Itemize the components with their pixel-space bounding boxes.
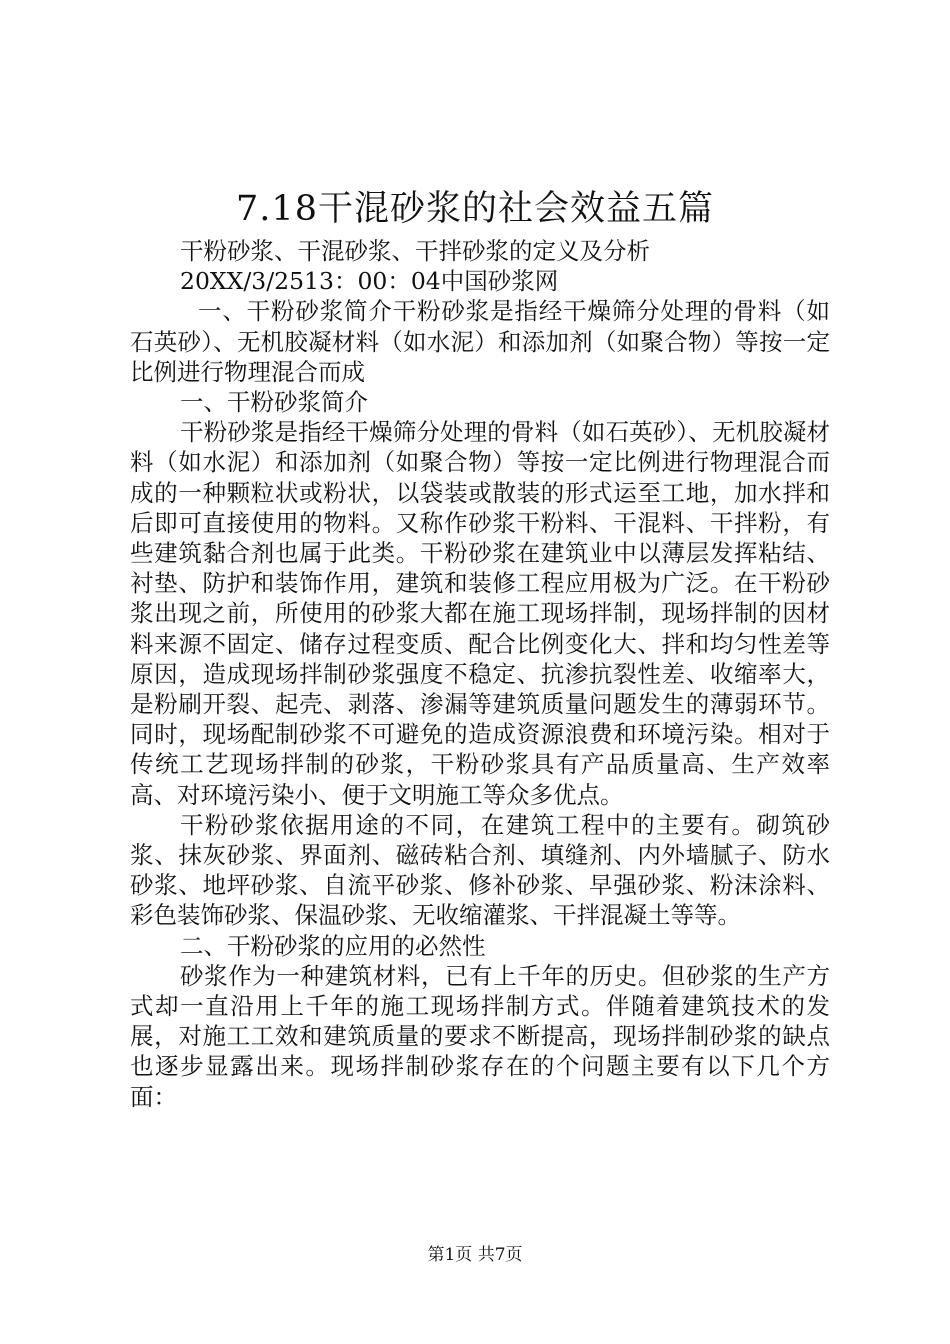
section-heading-1: 一、干粉砂浆简介: [180, 388, 368, 417]
page-number-footer: 第1页 共7页: [427, 1245, 523, 1265]
paragraph-3: 砂浆作为一种建筑材料，已有上千年的历史。但砂浆的生产方式却一直沿用上千年的施工现场拌制方式。伴随着建筑技术的发展，对施工工效和建筑质量的要求不断提高，现场拌制砂浆的缺点也逐步显露出来。现场拌制砂浆存在的个问题主要有以下几个方面：: [130, 961, 830, 1111]
document-title: 7.18干混砂浆的社会效益五篇: [236, 189, 714, 229]
subtitle-line: 干粉砂浆、干混砂浆、干拌砂浆的定义及分析: [180, 237, 650, 265]
dateline: 20XX/3/2513：00：04中国砂浆网: [180, 267, 559, 296]
document-body: [130, 236, 830, 1112]
paragraph-1: 干粉砂浆是指经干燥筛分处理的骨料（如石英砂）、无机胶凝材料（如水泥）和添加剂（如聚合物）等按一定比例进行物理混合而成的一种颗粒状或粉状，以袋装或散装的形式运至工地，加水拌和后即可直接使用的物料。又称作砂浆干粉料、干混料、干拌粉，有些建筑黏合剂也属于此类。干粉砂浆在建筑业中以薄层发挥粘结、衬垫、防护和装饰作用，建筑和装修工程应用极为广泛。在干粉砂浆出现之前，所使用的砂浆大都在施工现场拌制，现场拌制的因材料来源不固定、储存过程变质、配合比例变化大、拌和均匀性差等原因，造成现场拌制砂浆强度不稳定、抗渗抗裂性差、收缩率大，是粉刷开裂、起壳、剥落、渗漏等建筑质量问题发生的薄弱环节。同时，现场配制砂浆不可避免的造成资源浪费和环境污染。相对于传统工艺现场拌制的砂浆，干粉砂浆具有产品质量高、生产效率高、对环境污染小、便于文明施工等众多优点。: [130, 418, 830, 809]
paragraph-2: 干粉砂浆依据用途的不同，在建筑工程中的主要有。砌筑砂浆、抹灰砂浆、界面剂、磁砖粘合剂、填缝剂、内外墙腻子、防水砂浆、地坪砂浆、自流平砂浆、修补砂浆、早强砂浆、粉沫涂料、彩色装饰砂浆、保温砂浆、无收缩灌浆、干拌混凝土等等。: [130, 810, 830, 930]
summary-paragraph: 一、干粉砂浆简介干粉砂浆是指经干燥筛分处理的骨料（如石英砂）、无机胶凝材料（如水泥）和添加剂（如聚合物）等按一定比例进行物理混合而成: [130, 297, 830, 386]
section-heading-2: 二、干粉砂浆的应用的必然性: [180, 931, 486, 960]
